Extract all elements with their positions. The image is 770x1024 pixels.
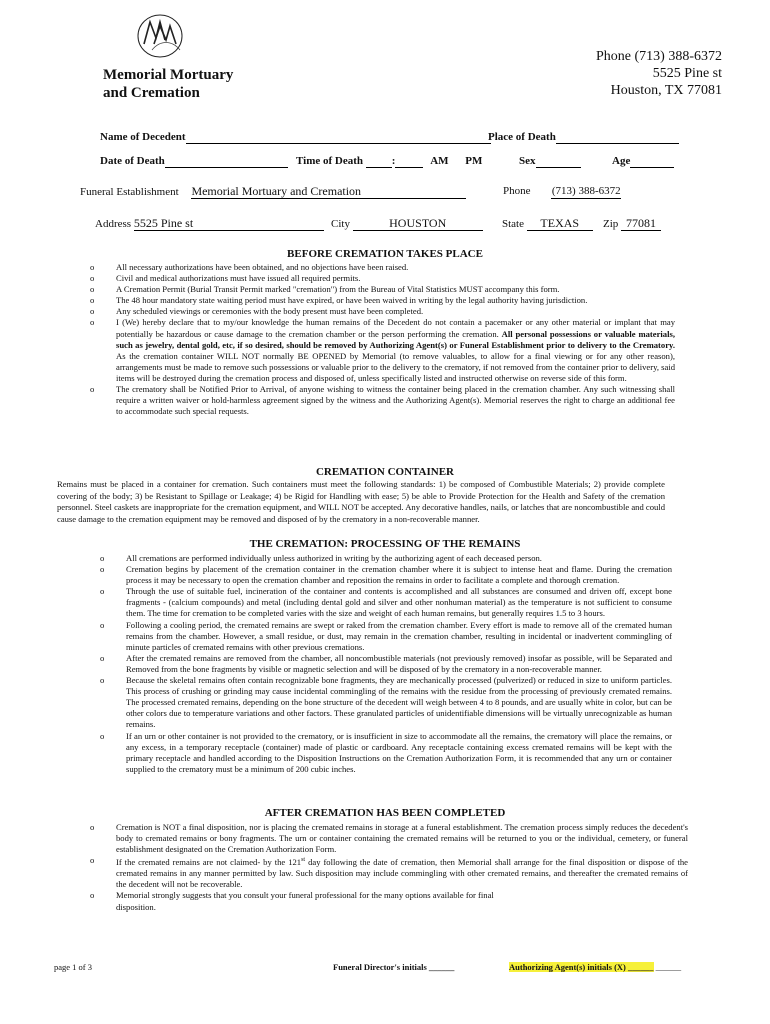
company-city: Houston, TX 77081 [610,83,722,98]
time-hour-field[interactable] [366,155,392,168]
address-row [95,217,324,231]
city-row [331,217,483,231]
list-item [90,284,675,295]
list-item-text: day following the date of cremation, then Memorial shall arrange for the final disposition or dispose of the cremated remains in any manner permitted by law. Such disposition may include commingling with other cremated remains, and thereafter the cremated remains of the decedent will not be recoverable. [116,857,688,890]
phone-label: Phone [503,185,531,197]
list-item [90,822,688,855]
list-item [90,317,675,384]
age-label: Age [612,155,631,167]
bullet-icon: o [90,822,95,832]
bullet-icon: o [100,586,105,597]
date-death-field[interactable] [165,155,288,168]
phone-field[interactable]: (713) 388-6372 [551,185,621,197]
bullet-icon: o [90,295,95,306]
bullet-icon: o [100,675,105,686]
processing-list [100,553,672,775]
list-item [100,653,672,675]
list-item [90,855,688,890]
funeral-field[interactable]: Memorial Mortuary and Cremation [191,185,466,199]
place-death-row [488,131,679,144]
sex-field[interactable] [536,155,581,168]
list-item [90,273,675,284]
sex-row [519,155,581,168]
list-item [90,306,675,317]
bullet-icon: o [90,855,95,866]
list-item-text: A Cremation Permit (Burial Transit Permit marked "cremation") from the Bureau of Vital Statistics MUST accompany this form. [116,284,560,295]
funeral-row [80,185,466,199]
list-item-text: All cremations are performed individually unless authorized in writing by the authorizing agent of each deceased person. [126,553,542,563]
list-item [90,295,675,306]
list-item-text: Following a cooling period, the cremated remains are swept or raked from the cremation chamber. Every effort is made to remove all of the cremated human remains from the chamber. However, a small residue, or dust, may remain in the cremation chamber, resulting in incidental or inadvertent commingling of minute particles of cremated remains with other previous cremations. [126,619,672,652]
age-field[interactable] [630,155,674,168]
list-item [100,553,672,564]
list-item [100,586,672,619]
state-row [502,217,593,231]
date-death-row [100,155,288,168]
city-field[interactable]: HOUSTON [353,217,483,231]
agent-initials[interactable]: Authorizing Agent(s) initials (X) ______ [509,962,654,972]
bullet-icon: o [100,619,105,630]
decedent-name-row [100,131,491,144]
bullet-icon: o [100,564,105,575]
list-item-text: All necessary authorizations have been obtained, and no objections have been raised. [116,262,409,272]
place-death-field[interactable] [556,131,679,144]
processing-heading: THE CREMATION: PROCESSING OF THE REMAINS [249,538,521,550]
bullet-icon: o [100,730,105,741]
before-cremation-heading: BEFORE CREMATION TAKES PLACE [287,248,483,260]
am-option[interactable]: AM [430,155,449,167]
decedent-name-field[interactable] [186,131,491,144]
bullet-icon: o [100,553,105,563]
list-item-emphasis: All personal possessions or valuable materials, such as jewelry, dental gold, etc, if so desired, should be removed by Authorizing Agent(s) or Funeral Establishment prior to delivery to the Crematory. [116,328,675,350]
list-item-text: After the cremated remains are removed from the chamber, all noncombustible materials (not previously removed) insofar as possible, will be Separated and Removed from the bone fragments by visible or magnetic selection and will be disposed of by the crematory in a non-recoverable manner. [126,652,672,674]
time-death-row [296,155,482,168]
bullet-icon: o [100,652,105,663]
funeral-label: Funeral Establishment [80,186,179,198]
company-street: 5525 Pine st [652,66,722,81]
bullet-icon: o [90,317,95,328]
date-death-label: Date of Death [100,155,165,167]
list-item [90,890,688,912]
list-item [90,262,675,273]
company-name [103,66,233,102]
list-item [100,675,672,730]
list-item [100,564,672,586]
after-cremation-heading: AFTER CREMATION HAS BEEN COMPLETED [264,807,506,819]
bullet-icon: o [90,273,95,284]
list-item [100,620,672,653]
list-item-text: If the cremated remains are not claimed- by the 121 [116,857,302,868]
bullet-icon: o [90,306,95,317]
city-label: City [331,218,350,230]
list-item-text: As the cremation container WILL NOT normally BE OPENED by Memorial (to remove valuables, to allow for a final viewing or for any other reason), arrangements must be made to remove such possessions or valuable prior to the delivery to the crematory, if not removed from the container prior to delivery, said items will be destroyed during the cremation process and disposed of, unless specifically listed and instructed otherwise on reverse side of this form. [116,350,675,383]
company-phone: Phone (713) 388-6372 [596,49,722,64]
address-field[interactable]: 5525 Pine st [134,217,324,231]
age-row [612,155,674,168]
company-contact [596,48,722,99]
time-minute-field[interactable] [395,155,423,168]
list-item-text: The 48 hour mandatory state waiting period must have expired, or have been waived in writing by the legal authority having jurisdiction. [116,295,588,306]
bullet-icon: o [90,262,95,272]
zip-row [603,217,661,231]
list-item-text: Cremation is NOT a final disposition, nor is placing the cremated remains in storage at a funeral establishment. The cremation process simply reduces the decedent's body to cremated remains or bony fragments. The urn or container containing the cremated remains will be returned to you or the individual, cemetery, or funeral establishment designated on the Cremation Authorization Form. [116,822,688,855]
zip-label: Zip [603,218,619,230]
list-item-text: Through the use of suitable fuel, incineration of the container and contents is accomplished and all substances are consumed and driven off, except bone fragments - (calcium compounds) and metal (including dental gold and silver and other nonhuman material) as the temperature is not sufficient to consume them. The time for cremation to be completed varies with the size and weight of each human remains, but generally requires 1.5 to 3 hours. [126,586,672,619]
pm-option[interactable]: PM [465,155,483,167]
time-separator: : [391,155,396,167]
ordinal-suffix: st [301,857,306,864]
bullet-icon: o [90,384,95,395]
place-death-label: Place of Death [488,131,556,143]
list-item-text: I (We) hereby declare that to my/our knowledge the human remains of the Decedent do not contain a pacemaker or any other material or implant that may potentially be hazardous or cause damage to the cremation chamber or the person performing the cremation. [116,317,675,339]
state-label: State [502,218,524,230]
list-item-text: Memorial strongly suggests that you consult your funeral professional for the many options available for final disposition. [116,890,494,912]
company-line1: Memorial Mortuary [103,67,234,83]
time-death-label: Time of Death [296,155,364,167]
state-field[interactable]: TEXAS [527,217,593,231]
list-item-text: Because the skeletal remains often contain recognizable bone fragments, they are mechanically processed (pulverized) or reduced in size to uniform particles. This process of crushing or grinding may cause incidental commingling of the remains with the residue from the processing of previously cremated remains. The processed cremated remains, depending on the bone structure of the decedent will weigh between 4 to 8 pounds, and are usually white in color, but can be other colors due to temperature variations and other factors. These granulated particles of unidentifiable dimensions will be virtually unrecognizable as human remains. [126,675,672,730]
list-item [90,384,675,417]
list-item [100,731,672,775]
after-cremation-list [90,822,688,913]
logo-mark [130,10,190,62]
company-line2: and Cremation [103,85,200,101]
bullet-icon: o [90,890,95,901]
phone-row [503,185,621,199]
zip-field[interactable]: 77081 [621,217,661,231]
address-label: Address [95,218,132,230]
list-item-text: Civil and medical authorizations must have issued all required permits. [116,273,361,284]
funeral-director-initials[interactable]: Funeral Director's initials ______ [333,962,455,972]
decedent-name-label: Name of Decedent [100,131,186,143]
before-cremation-list [90,262,675,417]
list-item-text: Any scheduled viewings or ceremonies with the body present must have been completed. [116,306,424,317]
list-item-text: The crematory shall be Notified Prior to Arrival, of anyone wishing to witness the container being placed in the cremation chamber. Any such witnessing shall require a written waiver or hold-harmless agreement signed by the witness and the Authorizing Agent(s). Memorial reserves the right to charge an additional fee to accommodate such special requests. [116,384,675,417]
agent-initials-line[interactable]: ______ [655,962,682,972]
bullet-icon: o [90,284,95,295]
list-item-text: Cremation begins by placement of the cremation container in the cremation chamber where it is subject to intense heat and flame. During the cremation process it may be necessary to open the cremation chamber and reposition the remains in order to facilitate a complete and thorough cremation. [126,564,672,586]
agent-initials-row [509,962,681,972]
sex-label: Sex [519,155,536,167]
page-number: page 1 of 3 [54,962,93,972]
container-heading: CREMATION CONTAINER [315,466,454,478]
list-item-text: If an urn or other container is not provided to the crematory, or is insufficient in size to accommodate all the remains, the crematory will place the remains, or any excess, in a temporary receptacle (container) made of plastic or cardboard. Any receptacle containing excess cremated remains will be kept with the primary receptacle and handled according to the Disposition Instructions on the Cremation Authorization Form, it is recommended that any urn or container supplied to the crematory must be a minimum of 200 cubic inches. [126,730,672,774]
container-text: Remains must be placed in a container for cremation. Such containers must meet the following standards: 1) be composed of Combustible Materials; 2) provide complete covering of the body; 3) be Resistant to Spillage or Leakage; 4) be Rigid for Handling with ease; 5) be able to Provide Protection for the Health and Safety of the cremation personnel. Steel caskets are inappropriate for the cremation equipment, and WILL NOT be accepted. Any decorative handles, nails, or latches that are noncombustible and could cause damage to the cremation equipment may be removed and disposed of by the crematory in a non-recoverable manner. [57,479,665,524]
